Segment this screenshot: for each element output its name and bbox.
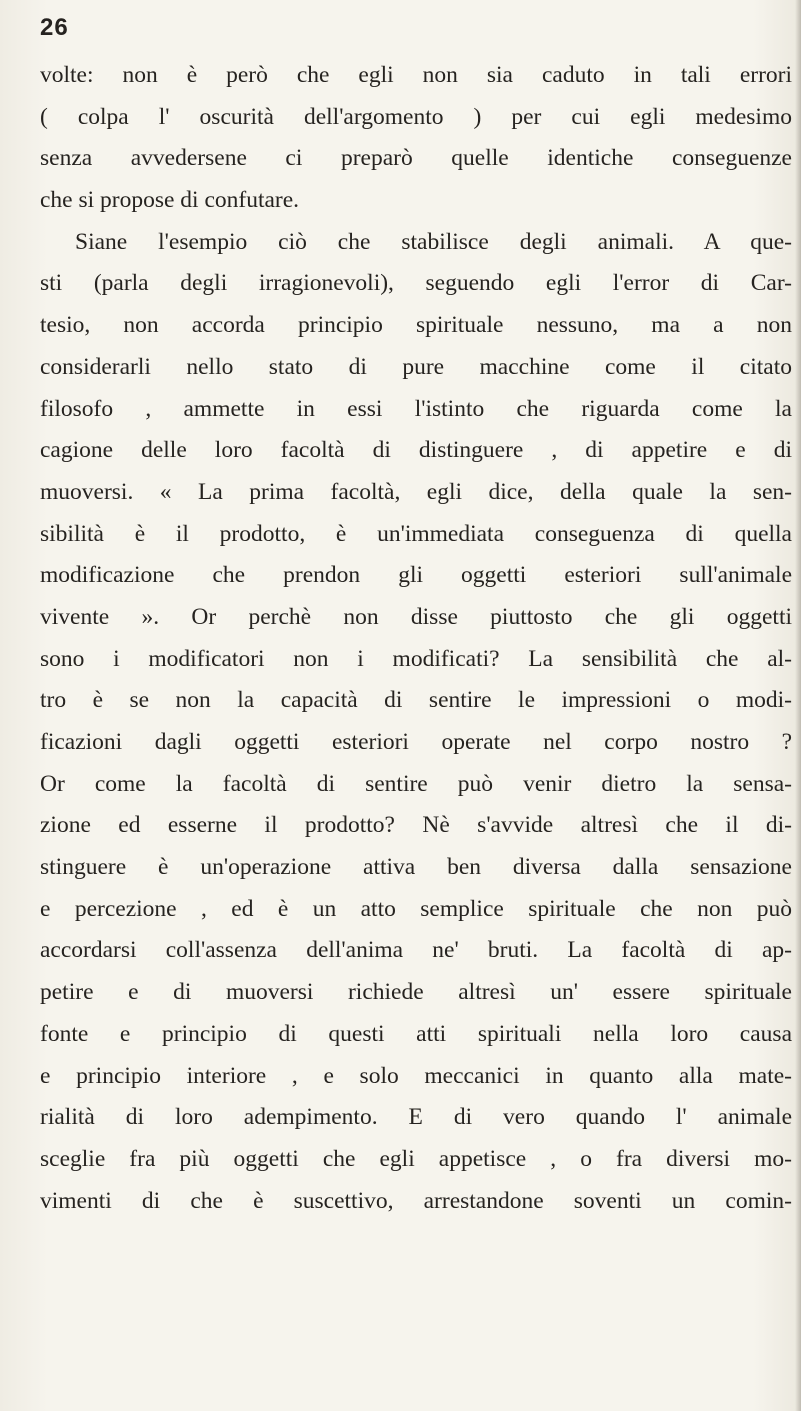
text-line: sceglie fra più oggetti che egli appetisce , o fra diversi mo-	[40, 1145, 792, 1172]
text-line: fonte e principio di questi atti spirituali nella loro causa	[40, 1020, 792, 1047]
text-line: petire e di muoversi richiede altresì un' essere spirituale	[40, 979, 792, 1006]
text-line: vimenti di che è suscettivo, arrestandone soventi un comin-	[40, 1187, 792, 1214]
body-text	[40, 55, 792, 1222]
text-line: volte: non è però che egli non sia caduto in tali errori	[40, 62, 792, 88]
text-line: tro è se non la capacità di sentire le impressioni o modi-	[40, 687, 792, 714]
text-line: vivente ». Or perchè non disse piuttosto che gli oggetti	[40, 603, 792, 630]
text-line: Or come la facoltà di sentire può venir dietro la sensa-	[40, 770, 792, 797]
page-edge-shadow	[795, 0, 801, 1411]
text-line: modificazione che prendon gli oggetti esteriori sull'animale	[40, 562, 792, 589]
text-line: rialità di loro adempimento. E di vero quando l' animale	[40, 1104, 792, 1131]
text-line: sti (parla degli irragionevoli), seguendo egli l'error di Car-	[40, 270, 792, 297]
text-line: che si propose di confutare.	[40, 187, 300, 214]
text-line: ficazioni dagli oggetti esteriori operate nel corpo nostro ?	[40, 729, 792, 755]
text-line: filosofo , ammette in essi l'istinto che riguarda come la	[40, 395, 792, 422]
text-line: stinguere è un'operazione attiva ben diversa dalla sensazione	[40, 854, 792, 881]
page-number: 26	[40, 14, 69, 41]
text-line: senza avvedersene ci preparò quelle identiche conseguenze	[40, 145, 792, 172]
text-line: e percezione , ed è un atto semplice spirituale che non può	[40, 895, 792, 922]
text-line: accordarsi coll'assenza dell'anima ne' bruti. La facoltà di ap-	[40, 937, 792, 964]
text-line: ( colpa l' oscurità dell'argomento ) per cui egli medesimo	[40, 103, 792, 130]
text-line: e principio interiore , e solo meccanici in quanto alla mate-	[40, 1062, 792, 1089]
text-line: cagione delle loro facoltà di distinguere , di appetire e di	[40, 437, 792, 464]
text-line: zione ed esserne il prodotto? Nè s'avvide altresì che il di-	[40, 812, 792, 839]
text-line: sono i modificatori non i modificati? La sensibilità che al-	[40, 645, 792, 672]
text-line: muoversi. « La prima facoltà, egli dice, della quale la sen-	[40, 478, 792, 505]
text-line: considerarli nello stato di pure macchine come il citato	[40, 353, 792, 380]
text-line: sibilità è il prodotto, è un'immediata conseguenza di quella	[40, 520, 792, 547]
text-line: Siane l'esempio ciò che stabilisce degli animali. A que-	[75, 228, 792, 255]
text-line: tesio, non accorda principio spirituale nessuno, ma a non	[40, 312, 792, 339]
